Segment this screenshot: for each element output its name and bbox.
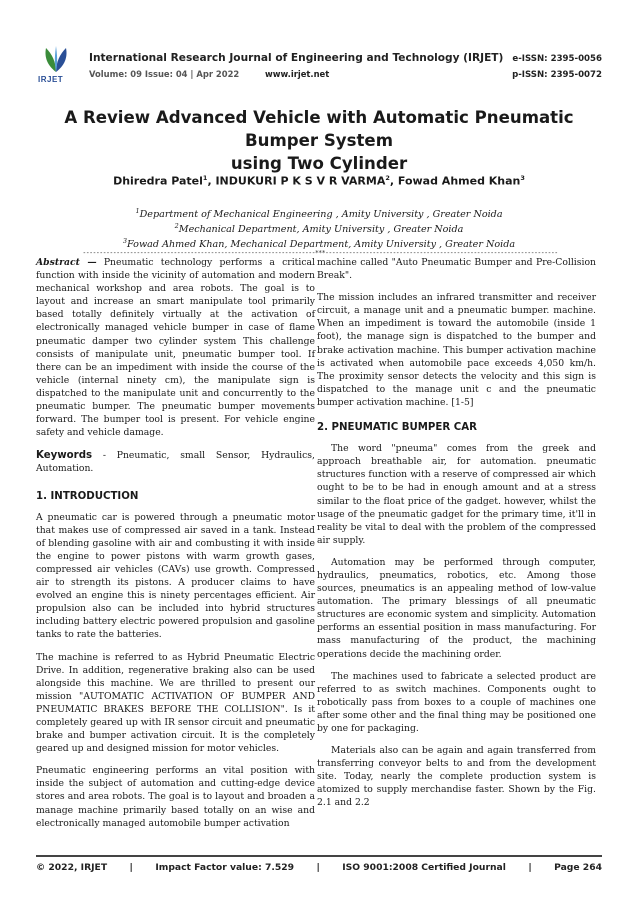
paragraph: Materials also can be again and again transferred from transferring conveyor belts to and from the development site. Today, nearly the complete production system is atomized to supply merchandise faster. Shown by the Fig. 2.1 and 2.2 [317,745,596,809]
footer-iso: ISO 9001:2008 Certified Journal [342,862,506,873]
footer-page-number: Page 264 [554,862,602,873]
title-line-2: using Two Cylinder [230,154,408,173]
title-line-1: A Review Advanced Vehicle with Automatic Pneumatic Bumper System [64,108,574,150]
abstract [36,256,315,439]
logo-text: IRJET [38,75,64,84]
journal-header [36,44,602,86]
paragraph: Pneumatic engineering performs an vital position with inside the subject of automation and cutting-edge device stores and area robots. The goal is to layout and broaden a manage machine primarily based totally on an wise and electronically managed automobile bumper activation [36,765,315,829]
section-heading-pneumatic-bumper-car: 2. PNEUMATIC BUMPER CAR [317,422,477,434]
author-name: INDUKURI P K S V R VARMA [215,174,386,188]
section-separator: ---------------------------------------------------------------------***--------------------------------------------------------------------- [82,249,558,257]
author-list: Dhiredra Patel$^1$, INDUKURI P K S V R VARMA$^2$, Fowad Ahmed Khan$^3$ [113,174,525,188]
paragraph: The mission includes an infrared transmitter and receiver circuit, a manage unit and a pneumatic bumper. machine. When an impediment is toward the automobile (inside 1 foot), the manage sign is dispatched to the bumper and brake activation machine. This bumper activation machine is activated when automobile pace exceeds 4,050 km/h. The proximity sensor detects the velocity and this sign is dispatched to the manage unit c and the pneumatic bumper activation machine. [1-5] [317,292,596,408]
footer-rule [36,855,602,857]
paragraph: A pneumatic car is powered through a pneumatic motor that makes use of compressed air saved in a tank. Instead of blending gasoline with air and combusting it with inside the engine to power pistons with warm growth gases, compressed air vehicles (CAVs) use growth. Compressed air to strength its pistons. A producer claims to have evolved an engine this is ninety percentages efficient. Air propulsion also can be included into hybrid structures including battery electric powered propulsion and gasoline tanks to rate the batteries. [36,511,315,641]
paragraph: The machine is referred to as Hybrid Pneumatic Electric Drive. In addition, regenerative braking also can be used alongside this machine. We are thrilled to present our mission "AUTOMATIC ACTIVATION OF BUMPER AND PNEUMATIC BRAKES BEFORE THE COLLISION". Is it completely geared up with IR sensor circuit and pneumatic brake and bumper activation circuit. It is the completely geared up and designed mission for motor vehicles. [36,651,315,755]
right-column [317,256,596,819]
section-heading-introduction: 1. INTRODUCTION [36,490,139,502]
volume-issue: Volume: 09 Issue: 04 | Apr 2022 [89,69,240,79]
left-column [36,256,315,839]
page-footer [36,862,602,873]
keywords-text: - Pneumatic, small Sensor, Hydraulics, Automation. [36,450,315,475]
paragraph: machine called "Auto Pneumatic Bumper and Pre-Collision Break". [317,257,596,282]
keywords-label: Keywords [36,450,93,462]
p-issn: p-ISSN: 2395-0072 [512,70,602,80]
footer-copyright: © 2022, IRJET [36,862,108,873]
abstract-label: Abstract — [36,257,97,268]
affiliation: $^1$Department of Mechanical Engineering , Amity University , Greater Noida [135,207,503,221]
e-issn: e-ISSN: 2395-0056 [512,54,602,64]
footer-impact-factor: Impact Factor value: 7.529 [155,862,295,873]
author-name: Fowad Ahmed Khan [397,174,521,188]
affiliation: $^3$Fowad Ahmed Khan, Mechanical Department, Amity University , Greater Noida [122,237,516,251]
paragraph: The word "pneuma" comes from the greek and approach breathable air, for automation. pneumatic structures function with a reserve of compressed air which ought to be to be had in enough amount and at a stress similar to the float price of the gadget. however, whilst the usage of the pneumatic gadget for the primary time, it'll in reality be vital to deal with the problem of the compressed air supply. [317,443,596,546]
abstract-text: Pneumatic technology performs a critical function with inside the vicinity of automation and modern mechanical workshop and area robots. The goal is to layout and increase an smart manipulate tool primarily based totally definitely virtually at the activation of electronically managed vehicle bumper in case of flame pneumatic damper two cylinder system This challenge consists of manipulate unit, pneumatic bumper tool. If there can be an impediment with inside the course of the vehicle (internal ninety cm), the manipulate sign is dispatched to the manipulate unit and concurrently to the pneumatic bumper. The pneumatic bumper movements forward. The bumper tool is present. For vehicle engine safety and vehicle damage. [36,257,316,439]
paper-title [30,106,608,175]
footer-divider: | [129,862,133,873]
footer-divider: | [528,862,532,873]
paragraph: Automation may be performed through computer, hydraulics, pneumatics, robotics, etc. Among those sources, pneumatics is an appealing method of low-value automation. The primary blessings of all pneumatic structures are economic system and simplicity. Automation performs an essential position in mass manufacturing. For mass manufacturing of the product, the machining operations decide the machining order. [317,556,596,660]
paragraph: The machines used to fabricate a selected product are referred to as switch machines. Components ought to robotically pass from boxes to a couple of machines one after some other and the final thing may be positioned one by one for packaging. [317,670,596,734]
affiliation: $^2$Mechanical Department, Amity University , Greater Noida [174,222,464,236]
author-name: Dhiredra Patel [113,174,203,188]
journal-website: www.irjet.net [265,69,330,79]
footer-divider: | [316,862,320,873]
journal-name: International Research Journal of Engineering and Technology (IRJET) [89,52,504,64]
keywords [36,449,315,475]
